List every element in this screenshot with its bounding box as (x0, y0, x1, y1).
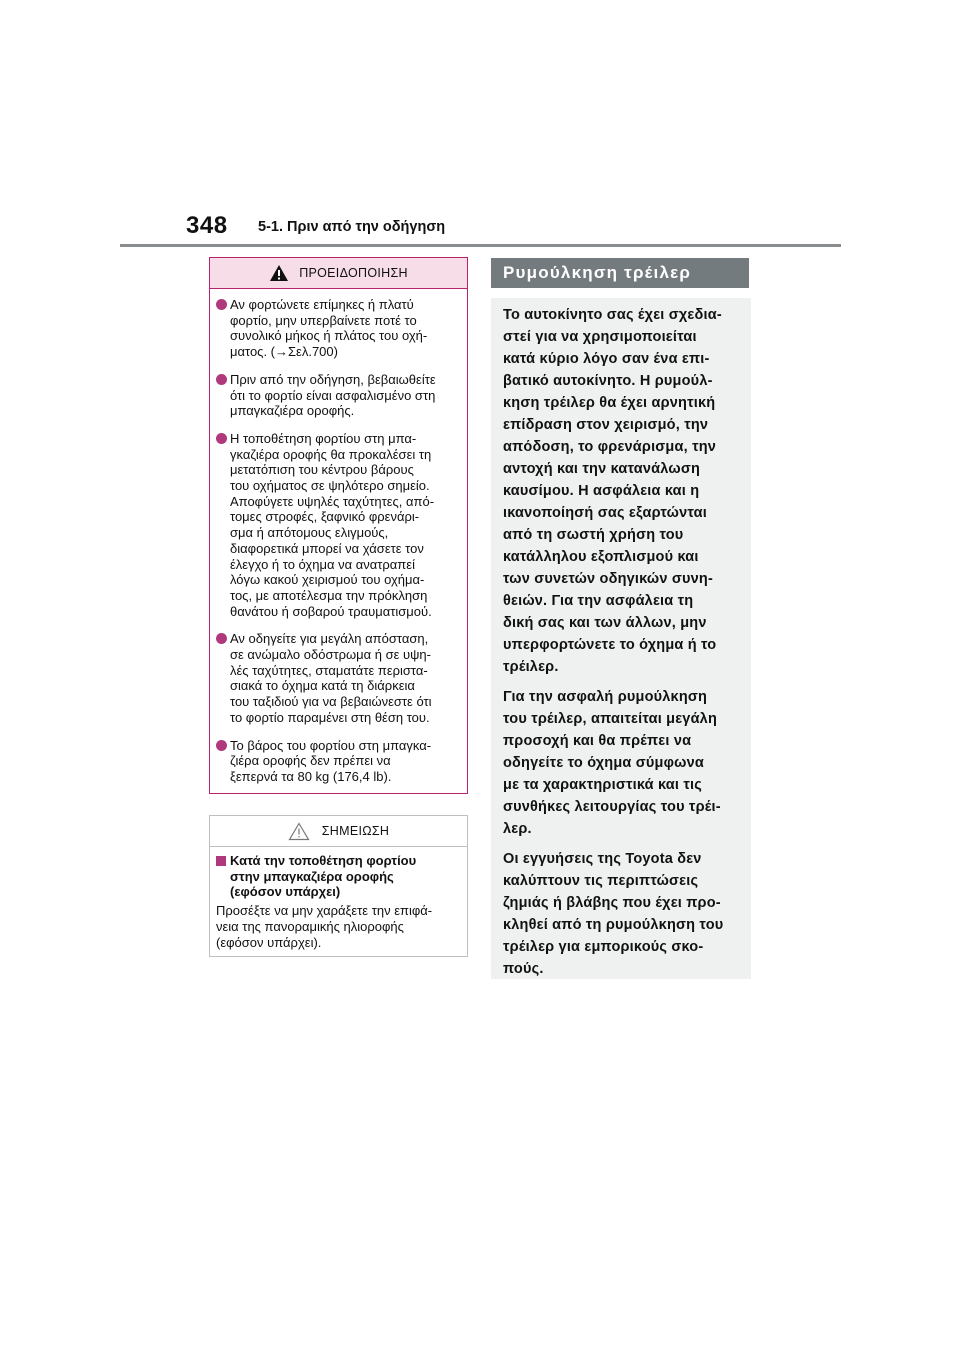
note-subheading-text: Κατά την τοποθέτηση φορτίου στην μπαγκαζιέρα οροφής (εφόσον υπάρχει) (230, 853, 417, 900)
bullet-dot-icon (216, 374, 227, 385)
note-body (210, 847, 467, 950)
warning-item-text: Το βάρος του φορτίου στη μπαγκα- ζιέρα οροφής δεν πρέπει να ξεπερνά τα 80 kg (176,4 lb). (230, 737, 432, 784)
warning-item-text: Αν οδηγείτε για μεγάλη απόσταση, σε ανώμαλο οδόστρωμα ή σε υψη- λές ταχύτητες, σταματάτε περιστα- σιακά το όχημα κατά τη διάρκεια του ταξιδιού για να βεβαιώνεστε ότι το φορτίο παραμένει στη θέση του. (230, 631, 432, 725)
note-title: ΣΗΜΕΙΩΣΗ (321, 824, 390, 838)
square-bullet-icon (216, 856, 226, 866)
warning-item (216, 631, 459, 725)
bullet-dot-icon (216, 740, 227, 751)
warning-title: ΠΡΟΕΙΔΟΠΟΙΗΣΗ (299, 266, 408, 280)
warning-list (210, 289, 467, 785)
header-divider (120, 244, 841, 247)
warning-item (216, 431, 459, 619)
bullet-dot-icon (216, 633, 227, 644)
caution-outline-icon (288, 822, 310, 841)
note-subheading (216, 853, 459, 900)
warning-item-text: Αν φορτώνετε επίμηκες ή πλατύ φορτίο, μην υπερβαίνετε ποτέ το συνολικό μήκος ή πλάτος του οχή- ματος. (→Σελ.700) (230, 297, 428, 360)
trailer-paragraph: Οι εγγυήσεις της Toyota δεν καλύπτουν τις περιπτώσεις ζημιάς ή βλάβης που έχει προ- κληθεί από τη ρυμούλκηση του τρέιλερ για εμπορικούς σκο- πούς. (503, 851, 724, 977)
warning-header (210, 258, 467, 289)
page-number: 348 (186, 212, 228, 239)
warning-item-text: Πριν από την οδήγηση, βεβαιωθείτε ότι το φορτίο είναι ασφαλισμένο στη μπαγκαζιέρα οροφής. (230, 371, 436, 419)
trailer-section-title: Ρυμούλκηση τρέιλερ (491, 258, 749, 288)
bullet-dot-icon (216, 299, 227, 310)
bullet-dot-icon (216, 433, 227, 444)
warning-triangle-icon (269, 264, 289, 282)
warning-item-text: Η τοποθέτηση φορτίου στη μπα- γκαζιέρα οροφής θα προκαλέσει τη μετατόπιση του κέντρου βάρους του οχήματος σε ψηλότερο σημείο. Αποφύγετε υψηλές ταχύτητες, από- τομες στροφές, ξαφνικό φρενάρι- σμα ή απότομους ελιγμούς, διαφορετικά μπορεί να χάσετε τον έλεγχο ή το όχημα να ανατραπεί λόγω κακού χειρισμού του οχήμα- τος, με αποτέλεσμα την πρόκληση θανάτου ή σοβαρού τραυματισμού. (230, 430, 435, 619)
warning-box (209, 257, 468, 794)
warning-item (216, 372, 459, 419)
warning-item (216, 297, 459, 360)
trailer-paragraph: Για την ασφαλή ρυμούλκηση του τρέιλερ, απαιτείται μεγάλη προσοχή και θα πρέπει να οδηγείτε το όχημα σύμφωνα με τα χαρακτηριστικά και τις συνθήκες λειτουργίας του τρέι- λερ. (503, 689, 721, 837)
trailer-paragraph: Το αυτοκίνητο σας έχει σχεδια- στεί για να χρησιμοποιείται κατά κύριο λόγο σαν ένα επι- βατικό αυτοκίνητο. Η ρυμούλ- κηση τρέιλερ θα έχει αρνητική επίδραση στον χειρισμό, την απόδοση, το φρενάρισμα, την αντοχή και την κατανάλωση καυσίμου. Η ασφάλεια και η ικανοποίησή σας εξαρτώνται από τη σωστή χρήση του κατάλληλου εξοπλισμού και των συνετών οδηγικών συνη- θειών. Για την ασφάλεια τη δική σας και των άλλων, μην υπερφορτώνετε το όχημα ή το τρέιλερ. (503, 307, 722, 675)
note-header (210, 816, 467, 847)
note-box (209, 815, 468, 957)
note-text: Προσέξτε να μην χαράξετε την επιφά- νεια της πανοραμικής ηλιοροφής (εφόσον υπάρχει). (216, 903, 433, 950)
section-title: 5-1. Πριν από την οδήγηση (258, 219, 446, 235)
warning-item (216, 738, 459, 785)
trailer-panel (491, 298, 751, 979)
